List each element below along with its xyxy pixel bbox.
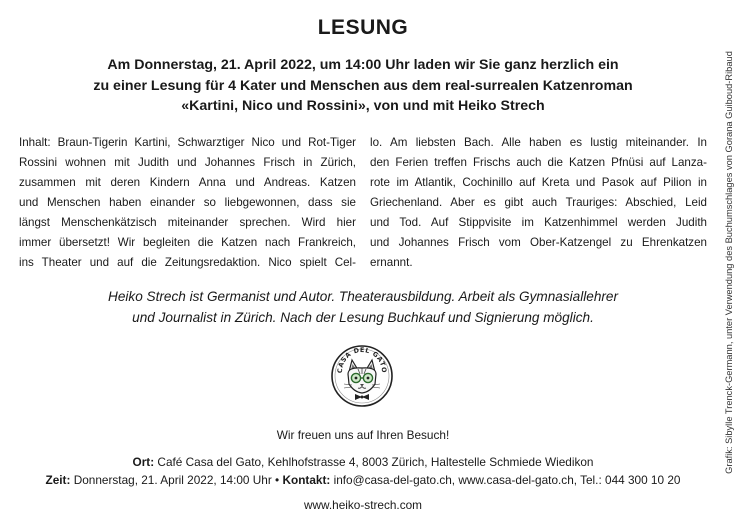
column-right	[370, 133, 707, 273]
text-line: und Tod. Auf Stippvisite im Katzenhimmel werden Judith	[370, 216, 707, 229]
location-label: Ort:	[132, 455, 155, 469]
bio-line: und Journalist in Zürich. Nach der Lesung Buchkauf und Signierung möglich.	[132, 309, 594, 325]
author-bio	[0, 287, 726, 328]
text-line: und Menschen haben einander so liebgewonnen, dass sie	[19, 196, 356, 209]
text-line: Rossini wohnen mit Judith und Johannes Frisch in Zürich,	[19, 156, 356, 169]
text-line: rote im Atlantik, Cochinillo auf Kreta und Pasok auf Pilion in	[370, 176, 707, 189]
intro-line: «Kartini, Nico und Rossini», von und mit Heiko Strech	[181, 98, 545, 114]
time-value: Donnerstag, 21. April 2022, 14:00 Uhr	[73, 473, 272, 487]
text-line: ins Theater und auf die Zeitungsredaktion. Nico spielt Cel-	[19, 256, 356, 269]
logo-text: CASA DEL GATO	[335, 345, 389, 374]
contact-label: Kontakt:	[282, 473, 331, 487]
bio-line: Heiko Strech ist Germanist und Autor. Theaterausbildung. Arbeit als Gymnasiallehrer	[108, 289, 618, 304]
website-text: www.heiko-strech.com	[303, 498, 422, 512]
text-line: ernannt.	[370, 256, 413, 269]
text-line: zusammen mit deren Kindern Anna und Andreas. Katzen	[19, 176, 356, 189]
text-line: Inhalt: Braun-Tigerin Kartini, Schwarztiger Nico und Rot-Tiger	[19, 136, 356, 149]
intro-line: Am Donnerstag, 21. April 2022, um 14:00 Uhr laden wir Sie ganz herzlich ein	[107, 57, 619, 73]
welcome-text: Wir freuen uns auf Ihren Besuch!	[276, 428, 450, 442]
column-left	[19, 133, 356, 273]
intro-line: zu einer Lesung für 4 Kater und Menschen aus dem real-surrealen Katzenroman	[93, 77, 633, 94]
separator-dot: •	[275, 473, 280, 487]
text-line: lo. Am liebsten Bach. Alle haben es lustig miteinander. In	[370, 136, 707, 149]
time-contact-info	[0, 473, 726, 487]
credit-wrapper	[722, 40, 736, 485]
graphic-credit: Grafik: Sibylle Trenck-Germann, unter Verwendung des Buchumschlages von Gorana Guiboud-Ribaud	[724, 51, 734, 474]
text-line: den Ferien treffen Frischs auch die Katzen Pfnüsi auf Lanza-	[370, 156, 707, 169]
cat-logo-icon	[330, 338, 394, 418]
location-info	[0, 455, 726, 469]
contact-value: info@casa-del-gato.ch, www.casa-del-gato.ch, Tel.: 044 300 10 20	[333, 473, 681, 487]
page-title: LESUNG	[317, 16, 409, 39]
location-value: Café Casa del Gato, Kehlhofstrasse 4, 8003 Zürich, Haltestelle Schmiede Wiedikon	[157, 455, 594, 469]
intro-text	[0, 55, 726, 117]
text-line: und Johannes Frisch vom Ober-Katzengel zu Ehrenkatzen	[370, 236, 707, 249]
time-label: Zeit:	[45, 473, 71, 487]
text-line: immer übersetzt! Wir begleiten die Katzen nach Frankreich,	[19, 236, 356, 249]
text-line: längst Menschenkätzisch miteinander sprechen. Wird hier	[19, 216, 356, 229]
text-line: Griechenland. Aber es gibt auch Trauriges: Abschied, Leid	[370, 196, 707, 209]
content-columns	[19, 133, 707, 273]
casa-del-gato-logo	[330, 338, 394, 418]
